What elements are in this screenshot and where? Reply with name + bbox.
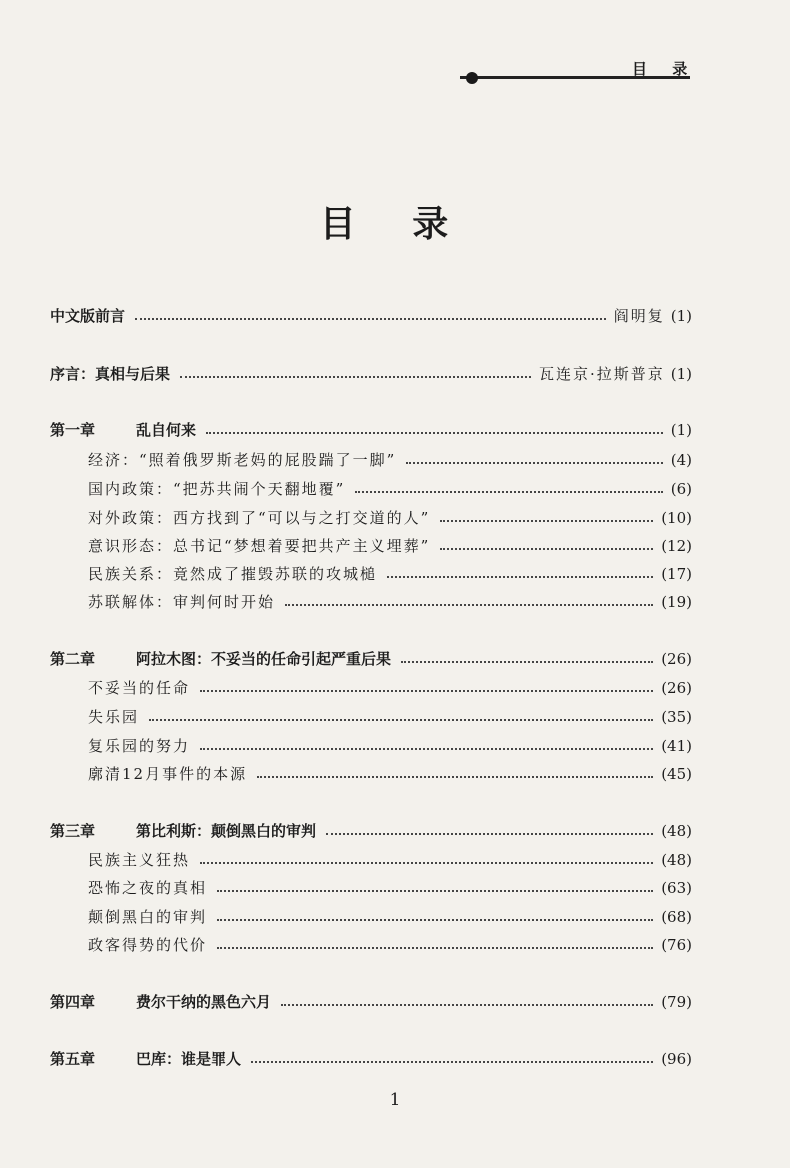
toc-entry-page: (1): [670, 306, 692, 325]
toc-entry-foreword[interactable]: [50, 363, 692, 384]
section-page: (45): [661, 764, 692, 783]
leader-dots: [251, 1060, 653, 1063]
header-bullet: [466, 72, 478, 84]
section-page: (4): [670, 450, 692, 469]
toc-section[interactable]: [88, 934, 692, 955]
toc-chapter-1[interactable]: [50, 419, 692, 440]
chapter-page: (48): [661, 821, 692, 840]
chapter-title: 第比利斯：颠倒黑白的审判: [136, 822, 317, 840]
chapter-title: 巴库：谁是罪人: [136, 1050, 242, 1068]
toc-section[interactable]: [88, 906, 692, 927]
section-page: (41): [661, 736, 692, 755]
chapter-page: (1): [670, 420, 692, 439]
section-page: (48): [661, 850, 692, 869]
section-title: 对外政策：西方找到了“可以与之打交道的人”: [88, 509, 431, 527]
section-page: (35): [661, 707, 692, 726]
section-page: (76): [661, 935, 692, 954]
toc-entry-title: 序言：真相与后果: [50, 365, 171, 383]
section-title: 恐怖之夜的真相: [88, 879, 208, 897]
toc-chapter-3[interactable]: [50, 820, 692, 841]
toc-section[interactable]: [88, 449, 692, 470]
leader-dots: [206, 431, 663, 434]
toc-section[interactable]: [88, 563, 692, 584]
section-title: 民族主义狂热: [88, 851, 191, 869]
leader-dots: [326, 832, 653, 835]
leader-dots: [257, 775, 653, 778]
leader-dots: [401, 660, 653, 663]
chapter-number: 第四章: [50, 993, 96, 1011]
leader-dots: [217, 889, 653, 892]
toc-entry-author: 阎明复: [613, 307, 665, 325]
chapter-number: 第一章: [50, 421, 96, 439]
leader-dots: [200, 861, 653, 864]
leader-dots: [135, 317, 606, 320]
chapter-page: (79): [661, 992, 692, 1011]
section-page: (68): [661, 907, 692, 926]
section-title: 复乐园的努力: [88, 737, 191, 755]
toc-section[interactable]: [88, 735, 692, 756]
toc-chapter-5[interactable]: [50, 1048, 692, 1069]
toc-entry-title: 中文版前言: [50, 307, 126, 325]
leader-dots: [281, 1003, 653, 1006]
chapter-page: (96): [661, 1049, 692, 1068]
leader-dots: [200, 689, 653, 692]
section-title: 民族关系：竟然成了摧毁苏联的攻城槌: [88, 565, 378, 583]
leader-dots: [149, 718, 653, 721]
section-page: (19): [661, 592, 692, 611]
chapter-title: 阿拉木图：不妥当的任命引起严重后果: [136, 650, 392, 668]
leader-dots: [387, 575, 653, 578]
toc-entry-page: (1): [670, 364, 692, 383]
section-title: 颠倒黑白的审判: [88, 908, 208, 926]
toc-section[interactable]: [88, 706, 692, 727]
section-page: (10): [661, 508, 692, 527]
toc-section[interactable]: [88, 478, 692, 499]
section-page: (63): [661, 878, 692, 897]
toc-section[interactable]: [88, 535, 692, 556]
leader-dots: [217, 946, 653, 949]
section-title: 国内政策：“把苏共闹个天翻地覆”: [88, 480, 346, 498]
toc-section[interactable]: [88, 677, 692, 698]
toc-chapter-4[interactable]: [50, 991, 692, 1012]
page-number: 1: [389, 1090, 401, 1110]
section-page: (6): [670, 479, 692, 498]
section-title: 政客得势的代价: [88, 936, 208, 954]
leader-dots: [406, 461, 662, 464]
chapter-title: 乱自何来: [136, 421, 197, 439]
leader-dots: [180, 375, 531, 378]
toc-entry-author: 瓦连京·拉斯普京: [538, 365, 665, 383]
chapter-page: (26): [661, 649, 692, 668]
section-title: 廓清12月事件的本源: [88, 765, 248, 783]
chapter-title: 费尔干纳的黑色六月: [136, 993, 272, 1011]
chapter-number: 第五章: [50, 1050, 96, 1068]
section-title: 苏联解体：审判何时开始: [88, 593, 276, 611]
toc-entry-preface[interactable]: [50, 305, 692, 326]
toc-chapter-2[interactable]: [50, 648, 692, 669]
section-page: (12): [661, 536, 692, 555]
leader-dots: [440, 547, 653, 550]
leader-dots: [217, 918, 653, 921]
toc-section[interactable]: [88, 507, 692, 528]
toc-section[interactable]: [88, 591, 692, 612]
section-title: 不妥当的任命: [88, 679, 191, 697]
chapter-number: 第三章: [50, 822, 96, 840]
toc-section[interactable]: [88, 849, 692, 870]
leader-dots: [285, 603, 653, 606]
leader-dots: [200, 747, 653, 750]
chapter-number: 第二章: [50, 650, 96, 668]
leader-dots: [355, 490, 662, 493]
toc-section[interactable]: [88, 877, 692, 898]
running-header: 目 录: [632, 60, 698, 78]
section-page: (26): [661, 678, 692, 697]
leader-dots: [440, 519, 653, 522]
section-title: 经济：“照着俄罗斯老妈的屁股踹了一脚”: [88, 451, 397, 469]
page-title: 目 录: [319, 204, 471, 245]
section-page: (17): [661, 564, 692, 583]
section-title: 失乐园: [88, 708, 140, 726]
toc-section[interactable]: [88, 763, 692, 784]
section-title: 意识形态：总书记“梦想着要把共产主义埋葬”: [88, 537, 431, 555]
